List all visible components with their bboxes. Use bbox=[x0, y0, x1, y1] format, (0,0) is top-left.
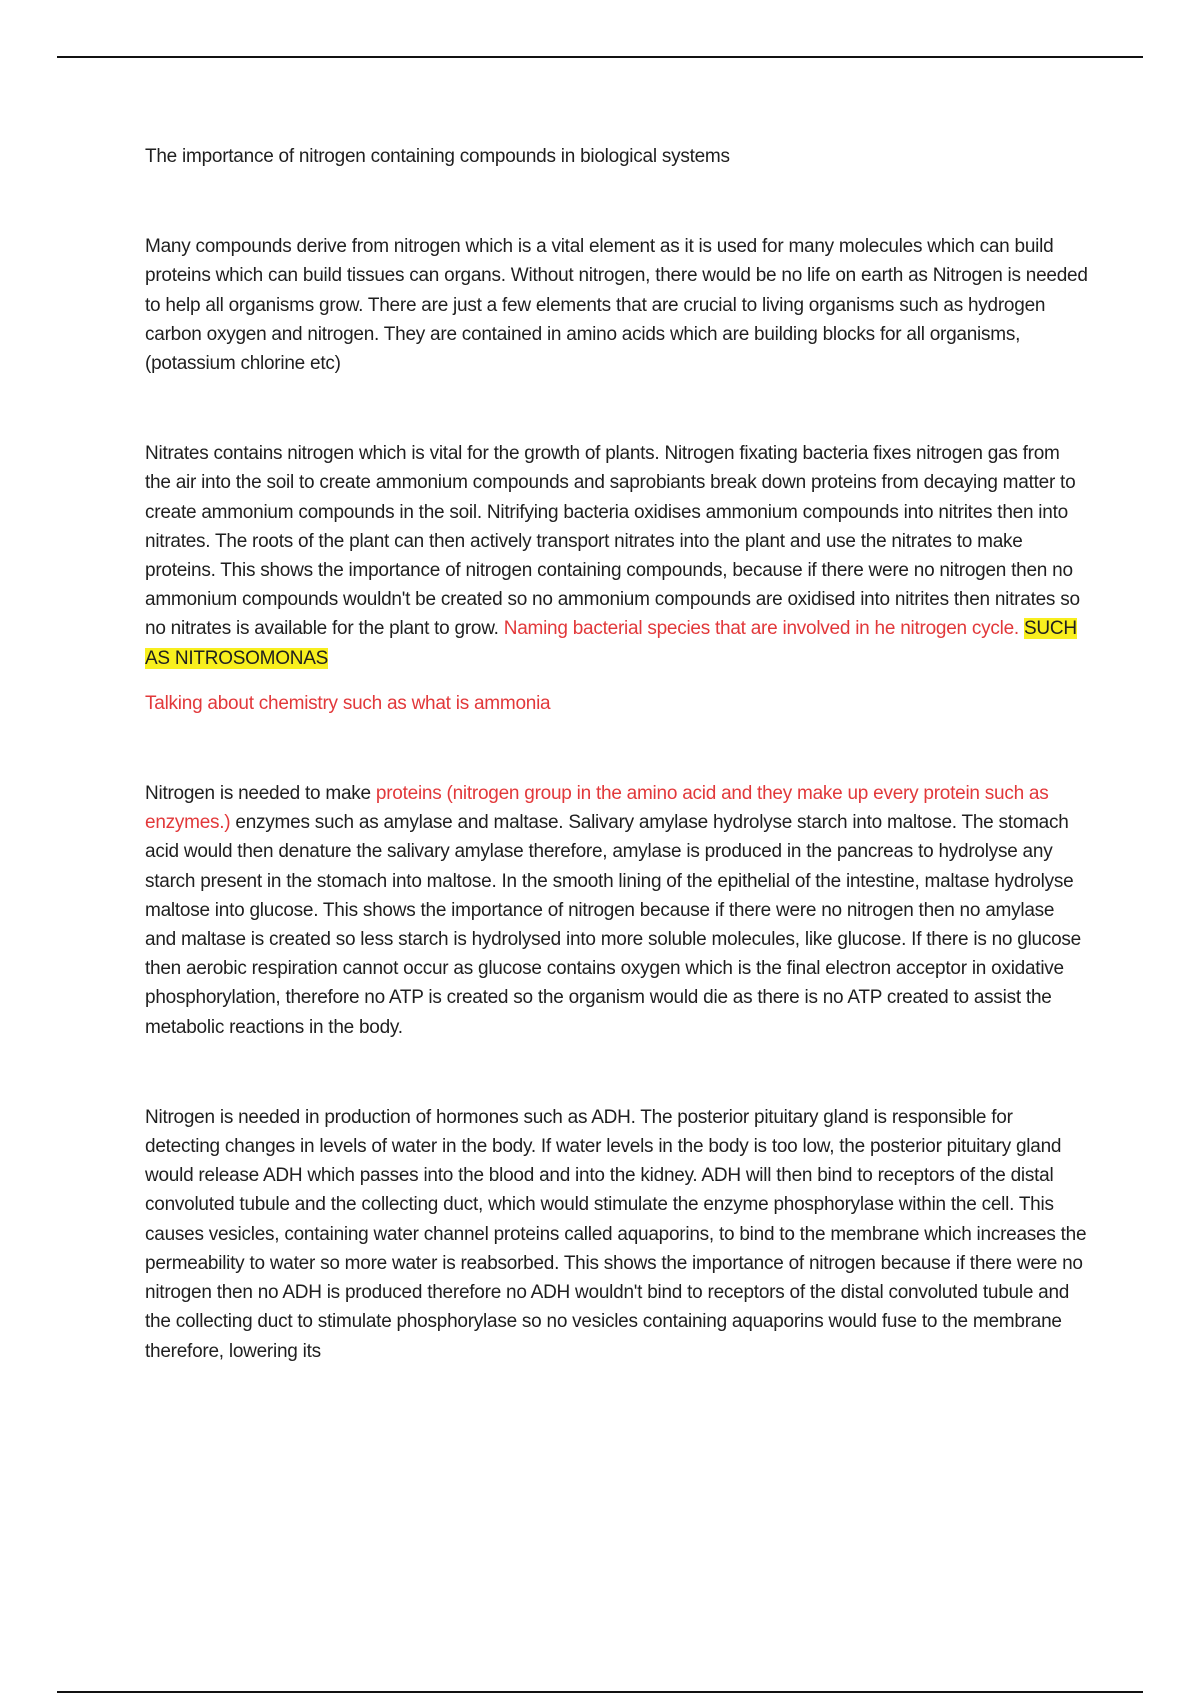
paragraph-enzymes-text: enzymes such as amylase and maltase. Salivary amylase hydrolyse starch into maltose. The stomach acid would then denature the salivary amylase therefore, amylase is produced in the pancreas to hydrolyse any starch present in the stomach into maltose. In the smooth lining of the epithelial of the intestine, maltase hydrolyse maltose into glucose. This shows the importance of nitrogen because if there were no nitrogen then no amylase and maltase is created so less starch is hydrolysed into more soluble molecules, like glucose. If there is no glucose then aerobic respiration cannot occur as glucose contains oxygen which is the final electron acceptor in oxidative phosphorylation, therefore no ATP is created so the organism would die as there is no ATP created to assist the metabolic reactions in the body. bbox=[145, 812, 1082, 1038]
document-title: The importance of nitrogen containing compounds in biological systems bbox=[145, 146, 730, 167]
teacher-comment-chemistry: Talking about chemistry such as what is ammonia bbox=[145, 692, 551, 714]
teacher-comment-bacteria: Naming bacterial species that are involved in he nitrogen cycle. bbox=[503, 618, 1019, 640]
document-body bbox=[145, 142, 1090, 1427]
paragraph-enzymes-intro: Nitrogen is needed to make bbox=[145, 783, 376, 805]
header-rule bbox=[57, 56, 1143, 58]
paragraph-intro: Many compounds derive from nitrogen which is a vital element as it is used for many molecules which can build proteins which can build tissues can organs. Without nitrogen, there would be no life on earth as Nitrogen is needed to help all organisms grow. There are just a few elements that are crucial to living organisms such as hydrogen carbon oxygen and nitrogen. They are contained in amino acids which are building blocks for all organisms, (potassium chlorine etc) bbox=[145, 236, 1088, 375]
teacher-comment-proteins: proteins (nitrogen group in the amino acid and they make up every protein such as enzymes.) bbox=[145, 783, 1049, 834]
paragraph-hormones: Nitrogen is needed in production of hormones such as ADH. The posterior pituitary gland is responsible for detecting changes in levels of water in the body. If water levels in the body is too low, the posterior pituitary gland would release ADH which passes into the blood and into the kidney. ADH will then bind to receptors of the distal convoluted tubule and the collecting duct, which would stimulate the enzyme phosphorylase within the cell. This causes vesicles, containing water channel proteins called aquaporins, to bind to the membrane which increases the permeability to water so more water is reabsorbed. This shows the importance of nitrogen because if there were no nitrogen then no ADH is produced therefore no ADH wouldn't bind to receptors of the distal convoluted tubule and the collecting duct to stimulate phosphorylase so no vesicles containing aquaporins would fuse to the membrane therefore, lowering its bbox=[145, 1106, 1087, 1362]
paragraph-nitrates-text: Nitrates contains nitrogen which is vital for the growth of plants. Nitrogen fixating bacteria fixes nitrogen gas from the air into the soil to create ammonium compounds and saprobiants break down proteins from decaying matter to create ammonium compounds in the soil. Nitrifying bacteria oxidises ammonium compounds into nitrites then into nitrates. The roots of the plant can then actively transport nitrates into the plant and use the nitrates to make proteins. This shows the importance of nitrogen containing compounds, because if there were no nitrogen then no ammonium compounds wouldn't be created so no ammonium compounds are oxidised into nitrites then nitrates so no nitrates is available for the plant to grow. bbox=[145, 443, 1080, 640]
paragraph-nitrates bbox=[145, 439, 1090, 673]
footer-rule bbox=[57, 1691, 1143, 1693]
highlight-nitrosomonas: SUCH AS NITROSOMONAS bbox=[145, 618, 1077, 669]
paragraph-enzymes bbox=[145, 779, 1090, 1042]
